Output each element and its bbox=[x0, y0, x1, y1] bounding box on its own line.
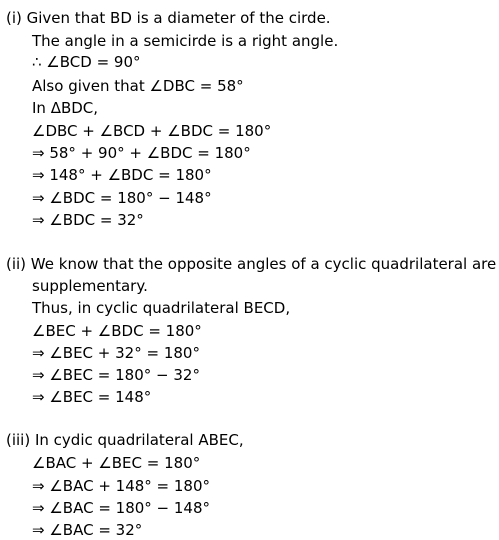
math-line: ⇒ ∠BDC = 180° − 148° bbox=[32, 189, 212, 207]
text-line: The angle in a semicirde is a right angle. bbox=[32, 32, 339, 50]
math-line: ⇒ ∠BAC + 148° = 180° bbox=[32, 477, 211, 495]
text-line: Also given that ∠DBC = 58° bbox=[32, 77, 244, 95]
math-line: ⇒ ∠BEC = 180° − 32° bbox=[32, 366, 200, 384]
text-line: supplementary. bbox=[32, 277, 148, 295]
text-line: In ΔBDC, bbox=[32, 99, 99, 117]
part-iii-heading: (iii) In cydic quadrilateral ABEC, bbox=[6, 431, 244, 449]
math-line: ⇒ 148° + ∠BDC = 180° bbox=[32, 166, 212, 184]
math-line: ⇒ 58° + 90° + ∠BDC = 180° bbox=[32, 144, 251, 162]
math-line: ⇒ ∠BEC = 148° bbox=[32, 388, 152, 406]
math-line: ∠BEC + ∠BDC = 180° bbox=[32, 322, 202, 340]
math-line: ⇒ ∠BAC = 180° − 148° bbox=[32, 499, 211, 517]
text-line: Thus, in cyclic quadrilateral BECD, bbox=[32, 299, 291, 317]
part-i-heading: (i) Given that BD is a diameter of the cirde. bbox=[6, 9, 331, 27]
math-line: ∠DBC + ∠BCD + ∠BDC = 180° bbox=[32, 122, 272, 140]
math-line: ∴ ∠BCD = 90° bbox=[32, 53, 141, 71]
math-line: ⇒ ∠BAC = 32° bbox=[32, 521, 143, 539]
math-line: ⇒ ∠BDC = 32° bbox=[32, 211, 144, 229]
math-line: ∠BAC + ∠BEC = 180° bbox=[32, 454, 201, 472]
math-line: ⇒ ∠BEC + 32° = 180° bbox=[32, 344, 200, 362]
part-ii-heading: (ii) We know that the opposite angles of a cyclic quadrilateral are bbox=[6, 255, 497, 273]
